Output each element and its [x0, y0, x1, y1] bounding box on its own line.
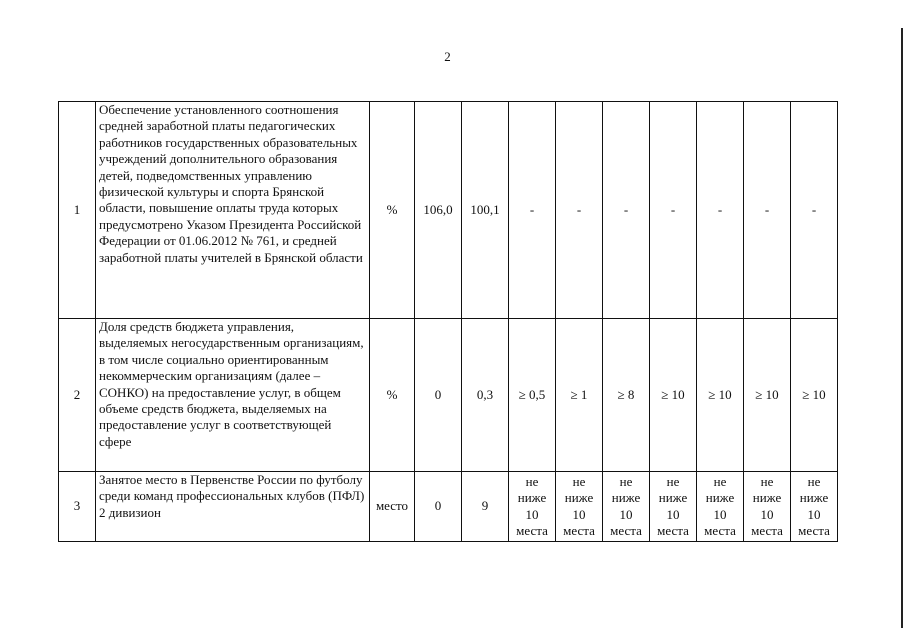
value-line: ниже: [799, 490, 829, 506]
table-row: [59, 472, 838, 542]
value-line: 10: [666, 506, 680, 522]
value-cell: 100,1: [462, 102, 509, 319]
year-value-cell: -: [744, 102, 791, 319]
year-value-cell: [509, 472, 556, 542]
value-line: ниже: [658, 490, 688, 506]
indicator-description: Обеспечение установленного соотношения средней заработной платы педагогических работников государственных образовательных учреждений дополнительного образования детей, подведомственных управлению физической культуры и спорта Брянской области, повышение оплаты труда которых предусмотрено Указом Президента Российской Федерации от 01.06.2012 № 761, и средней заработной платы учителей в Брянской области: [96, 102, 370, 319]
value-line: ниже: [564, 490, 594, 506]
value-cell: 0: [415, 472, 462, 542]
year-value-cell: -: [650, 102, 697, 319]
value-line: не: [807, 473, 821, 489]
value-line: не: [713, 473, 727, 489]
year-value-cell: [697, 472, 744, 542]
unit-cell: %: [370, 319, 415, 472]
year-value-cell: [556, 472, 603, 542]
value-line: 10: [713, 506, 727, 522]
value-line: не: [760, 473, 774, 489]
value-line: 10: [572, 506, 586, 522]
value-cell: 0,3: [462, 319, 509, 472]
page-number: 2: [444, 49, 451, 64]
value-line: места: [516, 522, 548, 538]
indicator-description: Занятое место в Первенстве России по футболу среди команд профессиональных клубов (ПФЛ) 2 дивизион: [96, 472, 370, 542]
value-line: места: [704, 522, 736, 538]
value-line: не: [619, 473, 633, 489]
row-number: 2: [59, 319, 96, 472]
row-number: 1: [59, 102, 96, 319]
row-number: 3: [59, 472, 96, 542]
value-cell: 106,0: [415, 102, 462, 319]
year-value-cell: ≥ 10: [744, 319, 791, 472]
value-line: ниже: [705, 490, 735, 506]
value-line: 10: [525, 506, 539, 522]
indicator-description: Доля средств бюджета управления, выделяемых негосударственным организациям, в том числе социально ориентированным некоммерческим организациям (далее – СОНКО) на предоставление услуг, в общем объеме средств бюджета, выделяемых на предоставление услуг в соответствующей сфере: [96, 319, 370, 472]
value-cell: 0: [415, 319, 462, 472]
unit-cell: %: [370, 102, 415, 319]
year-value-cell: ≥ 1: [556, 319, 603, 472]
value-line: места: [751, 522, 783, 538]
value-line: 10: [760, 506, 774, 522]
indicators-table: [58, 101, 838, 542]
year-value-cell: -: [603, 102, 650, 319]
value-line: 10: [807, 506, 821, 522]
value-line: не: [572, 473, 586, 489]
year-value-cell: [744, 472, 791, 542]
year-value-cell: -: [556, 102, 603, 319]
scan-edge-line: [901, 28, 903, 628]
value-line: места: [798, 522, 830, 538]
year-value-cell: [791, 472, 838, 542]
year-value-cell: [603, 472, 650, 542]
value-cell: 9: [462, 472, 509, 542]
table-row: [59, 319, 838, 472]
year-value-cell: ≥ 10: [791, 319, 838, 472]
year-value-cell: ≥ 8: [603, 319, 650, 472]
year-value-cell: -: [509, 102, 556, 319]
year-value-cell: -: [791, 102, 838, 319]
value-line: 10: [619, 506, 633, 522]
year-value-cell: ≥ 10: [697, 319, 744, 472]
value-line: ниже: [752, 490, 782, 506]
year-value-cell: -: [697, 102, 744, 319]
unit-cell: место: [370, 472, 415, 542]
value-line: не: [666, 473, 680, 489]
value-line: места: [563, 522, 595, 538]
year-value-cell: ≥ 10: [650, 319, 697, 472]
value-line: не: [525, 473, 539, 489]
table-row: [59, 102, 838, 319]
value-line: ниже: [611, 490, 641, 506]
value-line: места: [657, 522, 689, 538]
value-line: ниже: [517, 490, 547, 506]
year-value-cell: ≥ 0,5: [509, 319, 556, 472]
year-value-cell: [650, 472, 697, 542]
value-line: места: [610, 522, 642, 538]
